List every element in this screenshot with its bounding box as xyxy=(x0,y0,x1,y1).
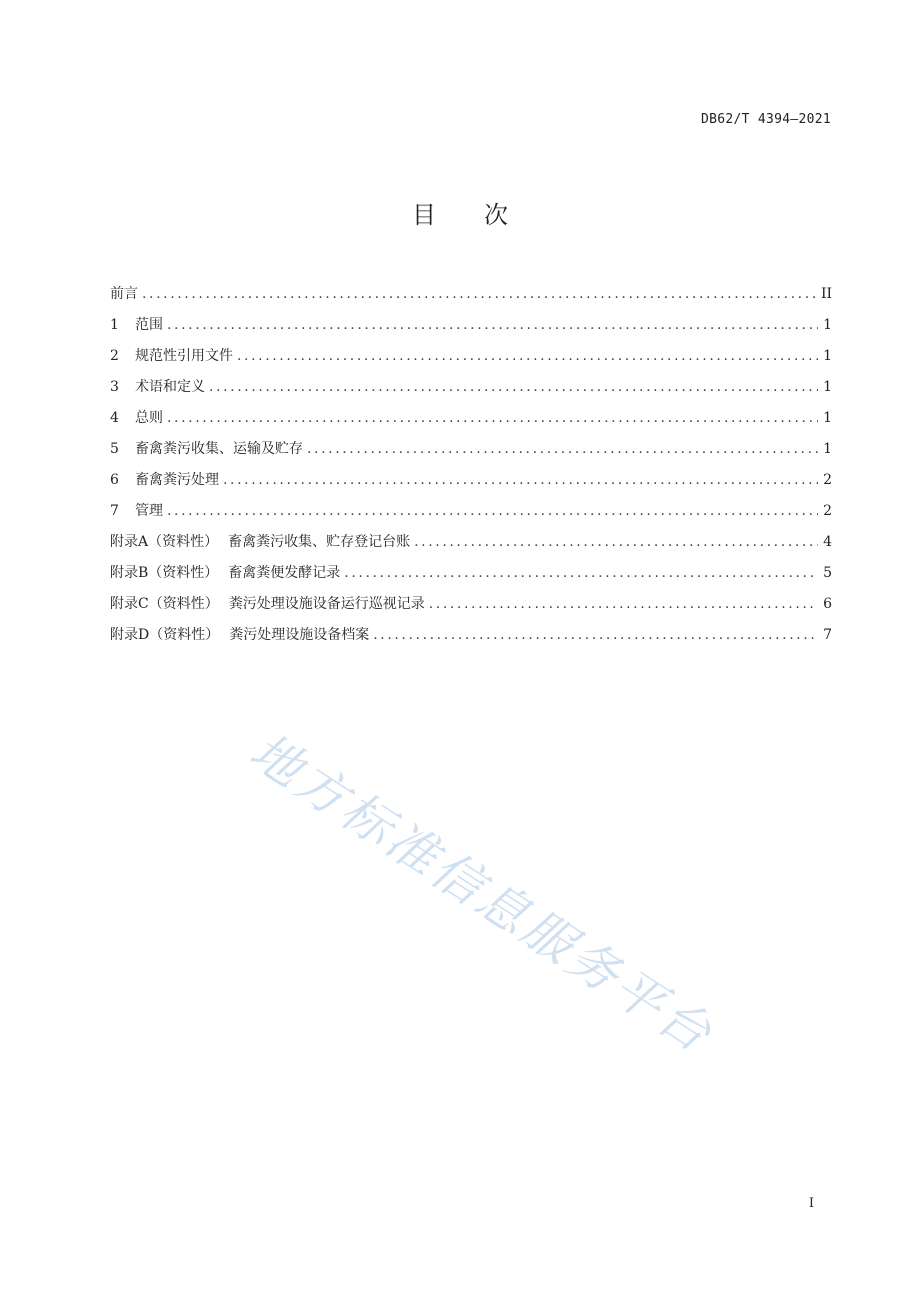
toc-number: 5 xyxy=(110,441,119,457)
toc-item-general[interactable] xyxy=(110,403,832,434)
toc-number: 3 xyxy=(110,379,119,395)
toc-leader xyxy=(344,558,818,589)
toc-label: 术语和定义 xyxy=(135,379,205,395)
toc-number: 2 xyxy=(110,348,119,364)
toc-page: 1 xyxy=(823,379,832,395)
toc-leader xyxy=(237,341,818,372)
toc-page: 1 xyxy=(823,348,832,364)
page-number: I xyxy=(808,1196,814,1211)
toc-page: 4 xyxy=(823,534,832,550)
toc-leader xyxy=(209,372,818,403)
toc-leader xyxy=(307,434,818,465)
toc-label: 畜禽粪污收集、运输及贮存 xyxy=(135,441,303,457)
toc-leader xyxy=(142,279,817,310)
toc-item-treatment[interactable] xyxy=(110,465,832,496)
toc-number: 6 xyxy=(110,472,119,488)
toc-leader xyxy=(223,465,818,496)
toc-item-normative-references[interactable] xyxy=(110,341,832,372)
toc-page: 6 xyxy=(823,596,832,612)
toc-label: 总则 xyxy=(135,410,163,426)
toc-page: 5 xyxy=(823,565,832,581)
toc-leader xyxy=(414,527,818,558)
toc-label: 畜禽粪便发酵记录 xyxy=(228,565,341,581)
toc-item-appendix-d[interactable] xyxy=(110,620,832,651)
toc-number: 4 xyxy=(110,410,119,426)
watermark: 地方标准信息服务平台 xyxy=(239,721,725,1065)
toc-item-appendix-c[interactable] xyxy=(110,589,832,620)
toc-item-preface[interactable] xyxy=(110,279,832,310)
toc-number: 1 xyxy=(110,317,119,333)
toc-appendix-number: 附录C（资料性） xyxy=(110,596,219,612)
toc-label: 畜禽粪污处理 xyxy=(135,472,219,488)
table-of-contents xyxy=(110,279,832,651)
toc-label: 规范性引用文件 xyxy=(135,348,233,364)
toc-leader xyxy=(429,589,818,620)
toc-label: 管理 xyxy=(135,503,163,519)
toc-page: II xyxy=(820,286,832,302)
toc-number: 7 xyxy=(110,503,119,519)
toc-appendix-number: 附录D（资料性） xyxy=(110,627,220,643)
toc-page: 7 xyxy=(823,627,832,643)
toc-item-appendix-a[interactable] xyxy=(110,527,832,558)
toc-item-terms[interactable] xyxy=(110,372,832,403)
standard-code: DB62/T 4394—2021 xyxy=(700,112,831,127)
toc-leader xyxy=(373,620,818,651)
toc-page: 2 xyxy=(823,472,832,488)
toc-page: 1 xyxy=(823,410,832,426)
toc-leader xyxy=(167,310,818,341)
toc-item-scope[interactable] xyxy=(110,310,832,341)
page-title: 目 次 xyxy=(412,201,508,229)
toc-page: 1 xyxy=(823,441,832,457)
toc-page: 2 xyxy=(823,503,832,519)
toc-page: 1 xyxy=(823,317,832,333)
toc-appendix-number: 附录B（资料性） xyxy=(110,565,219,581)
toc-label: 前言 xyxy=(110,286,138,302)
toc-label: 粪污处理设施设备运行巡视记录 xyxy=(228,596,425,612)
toc-item-management[interactable] xyxy=(110,496,832,527)
toc-appendix-number: 附录A（资料性） xyxy=(110,534,219,550)
toc-item-collection[interactable] xyxy=(110,434,832,465)
toc-label: 粪污处理设施设备档案 xyxy=(229,627,370,643)
toc-label: 畜禽粪污收集、贮存登记台账 xyxy=(228,534,411,550)
toc-leader xyxy=(167,496,818,527)
toc-leader xyxy=(167,403,818,434)
toc-item-appendix-b[interactable] xyxy=(110,558,832,589)
toc-label: 范围 xyxy=(135,317,163,333)
